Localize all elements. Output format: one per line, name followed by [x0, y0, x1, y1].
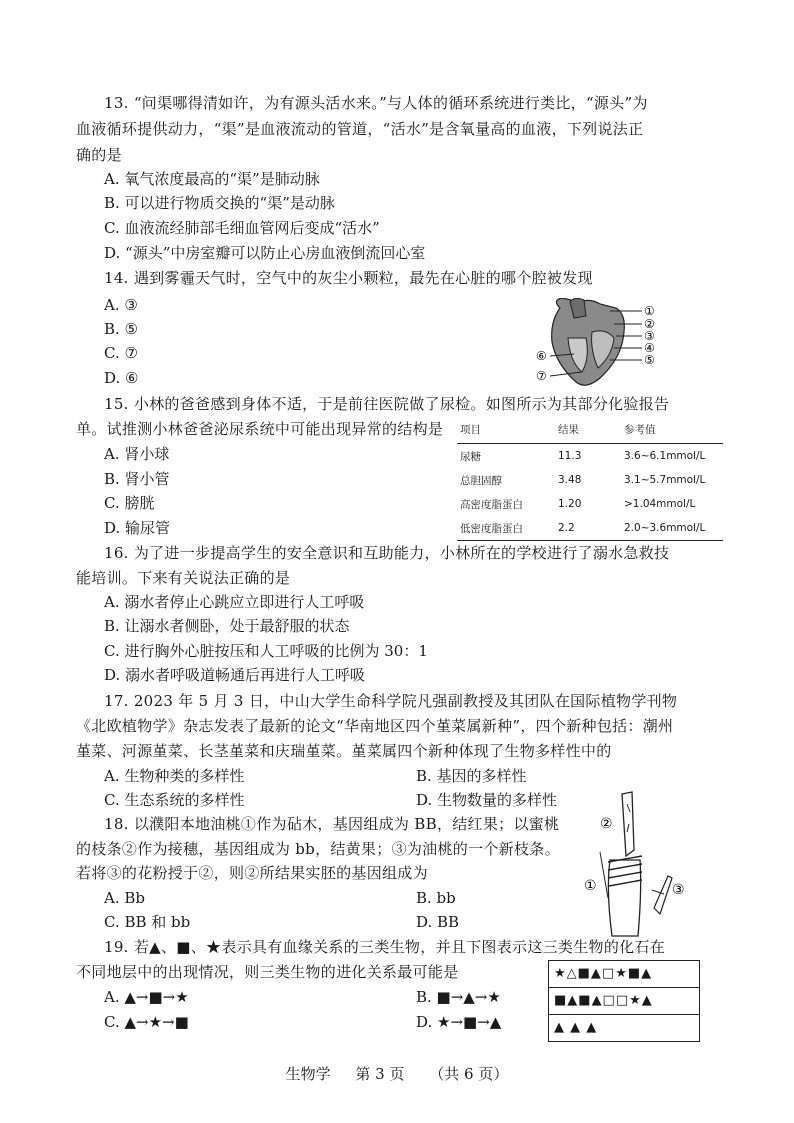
q17-option-c: C. 生态系统的多样性	[104, 791, 245, 809]
q19-option-b: B. ■→▲→★	[416, 988, 501, 1006]
q14-option-a: A. ③	[104, 296, 138, 314]
table-row	[457, 444, 723, 469]
q19-stem-line-1: 19. 若▲、■、★表示具有血缘关系的三类生物，并且下图表示这三类生物的化石在	[104, 938, 666, 956]
table-cell: >1.04mmol/L	[624, 498, 696, 510]
footer-subject: 生物学	[285, 1065, 331, 1083]
q16-option-b: B. 让溺水者侧卧，处于最舒服的状态	[104, 617, 350, 635]
scion-branch	[622, 792, 634, 856]
heart-label-6: ⑥	[536, 349, 547, 363]
table-header-reference: 参考值	[621, 418, 723, 444]
heart-label-5: ⑤	[644, 353, 655, 367]
q18-option-b: B. bb	[416, 889, 456, 907]
q17-stem-line-2: 《北欧植物学》杂志发表了最新的论文“华南地区四个堇菜属新种”，四个新种包括：潮州	[76, 717, 674, 735]
q17-stem-line-1: 17. 2023 年 5 月 3 日，中山大学生命科学院凡强副教授及其团队在国际植物学刊物	[104, 692, 678, 710]
stock-trunk	[608, 860, 640, 936]
new-branch	[654, 876, 672, 914]
heart-label-3: ③	[644, 329, 655, 343]
heart-diagram	[530, 298, 670, 390]
lab-report-table	[457, 418, 723, 541]
q19-option-c: C. ▲→★→■	[104, 1013, 189, 1031]
fossil-strata-figure	[548, 960, 700, 1042]
table-cell: 总胆固醇	[460, 474, 502, 487]
q13-option-a: A. 氧气浓度最高的“渠”是肺动脉	[104, 170, 320, 188]
table-row	[457, 492, 723, 516]
q13-stem-line-3: 确的是	[76, 146, 122, 164]
table-cell: 高密度脂蛋白	[460, 498, 523, 511]
q13-option-d: D. “源头”中房室瓣可以防止心房血液倒流回心室	[104, 244, 426, 262]
q16-option-c: C. 进行胸外心脏按压和人工呼吸的比例为 30：1	[104, 642, 428, 660]
q16-option-d: D. 溺水者呼吸道畅通后再进行人工呼吸	[104, 666, 366, 684]
q15-option-b: B. 肾小管	[104, 470, 170, 488]
heart-label-2: ②	[644, 317, 655, 331]
fossil-layer-middle: ■▲■▲□□★▲	[549, 988, 699, 1015]
q13-stem-line-2: 血液循环提供动力，“渠”是血液流动的管道，“活水”是含氧量高的血液，下列说法正	[76, 120, 644, 138]
q18-stem-line-2: 的枝条②作为接穗，基因组成为 bb，结黄果；③为油桃的一个新枝条。	[76, 840, 560, 858]
q13-option-b: B. 可以进行物质交换的“渠”是动脉	[104, 194, 335, 212]
heart-label-7: ⑦	[536, 369, 547, 383]
q15-option-d: D. 输尿管	[104, 519, 171, 537]
graft-label-1: ①	[584, 878, 597, 894]
q14-option-c: C. ⑦	[104, 344, 138, 362]
fossil-layer-bottom: ▲ ▲ ▲	[554, 1020, 598, 1035]
graft-label-3: ③	[672, 882, 685, 898]
graft-label-2: ②	[600, 816, 613, 832]
table-cell: 1.20	[558, 498, 582, 510]
q15-option-c: C. 膀胱	[104, 494, 155, 512]
table-cell: 11.3	[558, 450, 582, 462]
q17-stem-line-3: 堇菜、河源堇菜、长茎堇菜和庆瑞堇菜。堇菜属四个新种体现了生物多样性中的	[76, 742, 612, 760]
q13-stem-line-1: 13. “问渠哪得清如许，为有源头活水来。”与人体的循环系统进行类比，“源头”为	[104, 94, 648, 112]
heart-label-1: ①	[644, 304, 655, 318]
q15-stem-line-2: 单。试推测小林爸爸泌尿系统中可能出现异常的结构是	[76, 420, 444, 438]
heart-label-4: ④	[644, 341, 655, 355]
table-cell: 3.6~6.1mmol/L	[624, 450, 706, 462]
q19-stem-line-2: 不同地层中的出现情况，则三类生物的进化关系最可能是	[76, 963, 459, 981]
grafting-diagram	[582, 790, 692, 940]
q19-option-d: D. ★→■→▲	[416, 1013, 502, 1031]
q17-option-a: A. 生物种类的多样性	[104, 767, 245, 785]
q18-stem-line-1: 18. 以濮阳本地油桃①作为砧木，基因组成为 BB，结红果；以蜜桃	[104, 815, 560, 833]
q15-stem-line-1: 15. 小林的爸爸感到身体不适，于是前往医院做了尿检。如图所示为其部分化验报告	[104, 395, 670, 413]
page-footer	[0, 1063, 794, 1084]
table-cell: 低密度脂蛋白	[457, 516, 555, 541]
q16-stem-line-1: 16. 为了进一步提高学生的安全意识和互助能力，小林所在的学校进行了溺水急救技	[104, 544, 670, 562]
q16-option-a: A. 溺水者停止心跳应立即进行人工呼吸	[104, 593, 365, 611]
footer-total-pages: （共 6 页）	[429, 1065, 509, 1083]
table-cell: 尿糖	[460, 450, 481, 463]
table-row	[457, 468, 723, 492]
table-cell: 2.2	[555, 516, 621, 541]
q19-option-a: A. ▲→■→★	[104, 988, 189, 1006]
table-header-item: 项目	[457, 418, 555, 444]
table-header-result: 结果	[555, 418, 621, 444]
q17-option-d: D. 生物数量的多样性	[416, 791, 558, 809]
q15-option-a: A. 肾小球	[104, 445, 170, 463]
q14-option-b: B. ⑤	[104, 320, 139, 338]
q18-option-d: D. BB	[416, 913, 460, 931]
footer-page-number: 第 3 页	[355, 1065, 405, 1083]
table-header-row	[457, 418, 723, 444]
q18-option-c: C. BB 和 bb	[104, 913, 191, 931]
table-cell: 3.48	[558, 474, 582, 486]
q18-option-a: A. Bb	[104, 889, 145, 907]
table-row	[457, 516, 723, 541]
q16-stem-line-2: 能培训。下来有关说法正确的是	[76, 569, 291, 587]
q13-option-c: C. 血液流经肺部毛细血管网后变成“活水”	[104, 219, 380, 237]
fossil-layer-top: ★△■▲□★■▲	[549, 961, 699, 988]
table-cell: 3.1~5.7mmol/L	[624, 474, 706, 486]
table-cell: 2.0~3.6mmol/L	[621, 516, 723, 541]
q17-option-b: B. 基因的多样性	[416, 767, 527, 785]
q14-option-d: D. ⑥	[104, 369, 139, 387]
q18-stem-line-3: 若将③的花粉授于②，则②所结果实胚的基因组成为	[76, 864, 428, 882]
q14-stem: 14. 遇到雾霾天气时，空气中的灰尘小颗粒，最先在心脏的哪个腔被发现	[104, 269, 593, 287]
